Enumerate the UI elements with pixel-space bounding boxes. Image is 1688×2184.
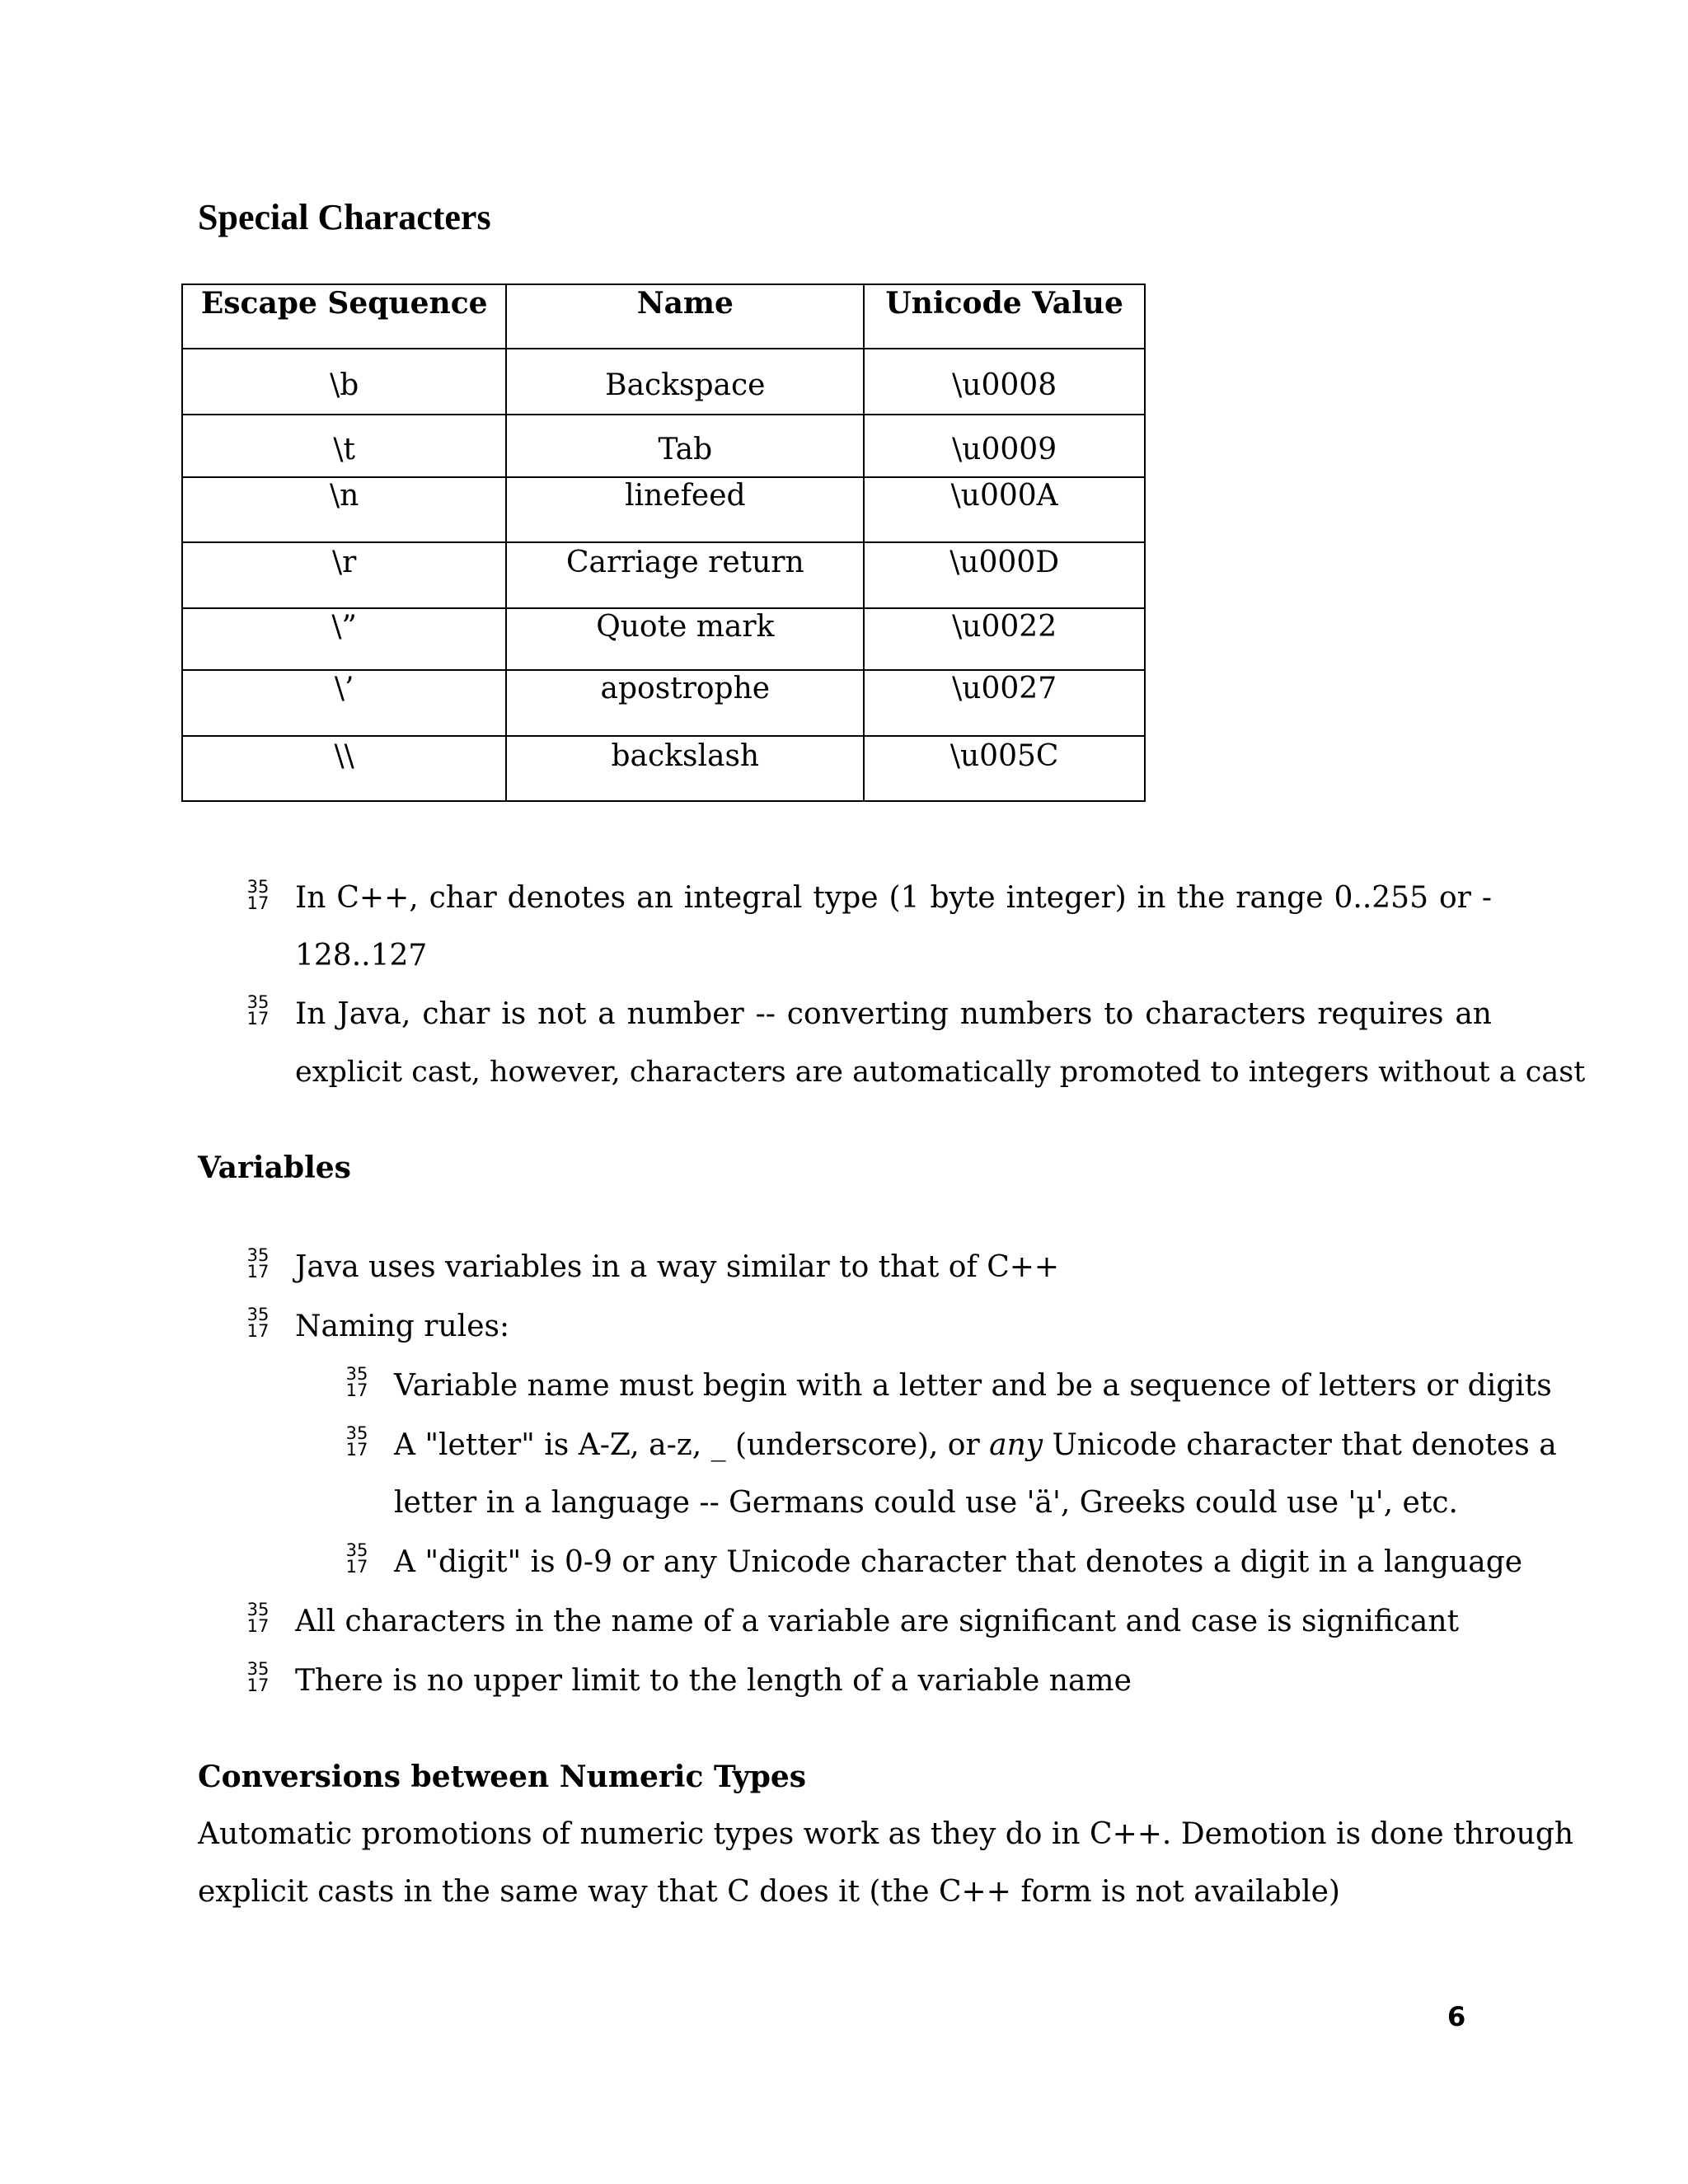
table-cell: \n bbox=[182, 477, 506, 542]
bullet-icon: 35 17 bbox=[345, 1540, 368, 1577]
table-cell: Backspace bbox=[506, 349, 864, 415]
table-row bbox=[182, 670, 1145, 736]
list-item: All characters in the name of a variable are significant and case is significant bbox=[295, 1605, 1460, 1638]
column-header: Escape Sequence bbox=[182, 284, 506, 349]
table-cell: \t bbox=[182, 415, 506, 477]
list-item-continuation: 128..127 bbox=[295, 939, 428, 972]
table-row bbox=[182, 349, 1145, 415]
table-cell: \u000A bbox=[864, 477, 1145, 542]
bullet-icon: 35 17 bbox=[246, 1245, 270, 1282]
table-cell: \u0009 bbox=[864, 415, 1145, 477]
table-cell: \\ bbox=[182, 736, 506, 801]
sub-list-item: A "letter" is A-Z, a-z, _ (underscore), or any Unicode character that denotes a bbox=[394, 1428, 1557, 1462]
table-row bbox=[182, 477, 1145, 542]
table-row bbox=[182, 608, 1145, 670]
list-item: Java uses variables in a way similar to that of C++ bbox=[295, 1250, 1060, 1284]
table-cell: \u0027 bbox=[864, 670, 1145, 736]
list-item: There is no upper limit to the length of a variable name bbox=[295, 1664, 1132, 1698]
table-cell: \u0008 bbox=[864, 349, 1145, 415]
special-characters-table bbox=[181, 284, 1146, 802]
sub-list-item-continuation: letter in a language -- Germans could use 'ä', Greeks could use 'μ', etc. bbox=[394, 1486, 1458, 1520]
table-row bbox=[182, 542, 1145, 608]
table-header-row bbox=[182, 284, 1145, 349]
list-item: Naming rules: bbox=[295, 1310, 510, 1343]
table-cell: \u000D bbox=[864, 542, 1145, 608]
bullet-icon: 35 17 bbox=[246, 992, 270, 1029]
table-row bbox=[182, 736, 1145, 801]
sub-list-item: Variable name must begin with a letter and be a sequence of letters or digits bbox=[394, 1369, 1552, 1403]
table-cell: Quote mark bbox=[506, 608, 864, 670]
table-row bbox=[182, 415, 1145, 477]
table-cell: linefeed bbox=[506, 477, 864, 542]
bullet-icon: 35 17 bbox=[246, 1305, 270, 1341]
column-header: Unicode Value bbox=[864, 284, 1145, 349]
bullet-icon: 35 17 bbox=[246, 1600, 270, 1636]
table-cell: Carriage return bbox=[506, 542, 864, 608]
table-cell: \u0022 bbox=[864, 608, 1145, 670]
column-header: Name bbox=[506, 284, 864, 349]
list-item: In Java, char is not a number -- converting numbers to characters requires an bbox=[295, 997, 1492, 1031]
emphasis: any bbox=[989, 1428, 1043, 1462]
table-cell: apostrophe bbox=[506, 670, 864, 736]
bullet-icon: 35 17 bbox=[345, 1364, 368, 1400]
sub-list-item: A "digit" is 0-9 or any Unicode character that denotes a digit in a language bbox=[394, 1545, 1523, 1579]
section-heading-variables: Variables bbox=[198, 1151, 351, 1185]
paragraph-line: Automatic promotions of numeric types work as they do in C++. Demotion is done through bbox=[198, 1817, 1574, 1851]
section-heading-conversions: Conversions between Numeric Types bbox=[198, 1760, 807, 1794]
table-cell: \b bbox=[182, 349, 506, 415]
paragraph-line: explicit casts in the same way that C does it (the C++ form is not available) bbox=[198, 1875, 1340, 1909]
table-cell: \u005C bbox=[864, 736, 1145, 801]
table-cell: Tab bbox=[506, 415, 864, 477]
bullet-icon: 35 17 bbox=[345, 1423, 368, 1460]
list-item-continuation: explicit cast, however, characters are automatically promoted to integers without a cast bbox=[295, 1056, 1586, 1089]
bullet-icon: 35 17 bbox=[246, 1659, 270, 1695]
table-cell: \” bbox=[182, 608, 506, 670]
table-cell: \r bbox=[182, 542, 506, 608]
table-cell: \’ bbox=[182, 670, 506, 736]
list-item: In C++, char denotes an integral type (1 byte integer) in the range 0..255 or - bbox=[295, 881, 1492, 915]
page-title: Special Characters bbox=[198, 197, 491, 237]
page-number: 6 bbox=[1447, 2001, 1466, 2032]
bullet-icon: 35 17 bbox=[246, 877, 270, 913]
table-cell: backslash bbox=[506, 736, 864, 801]
